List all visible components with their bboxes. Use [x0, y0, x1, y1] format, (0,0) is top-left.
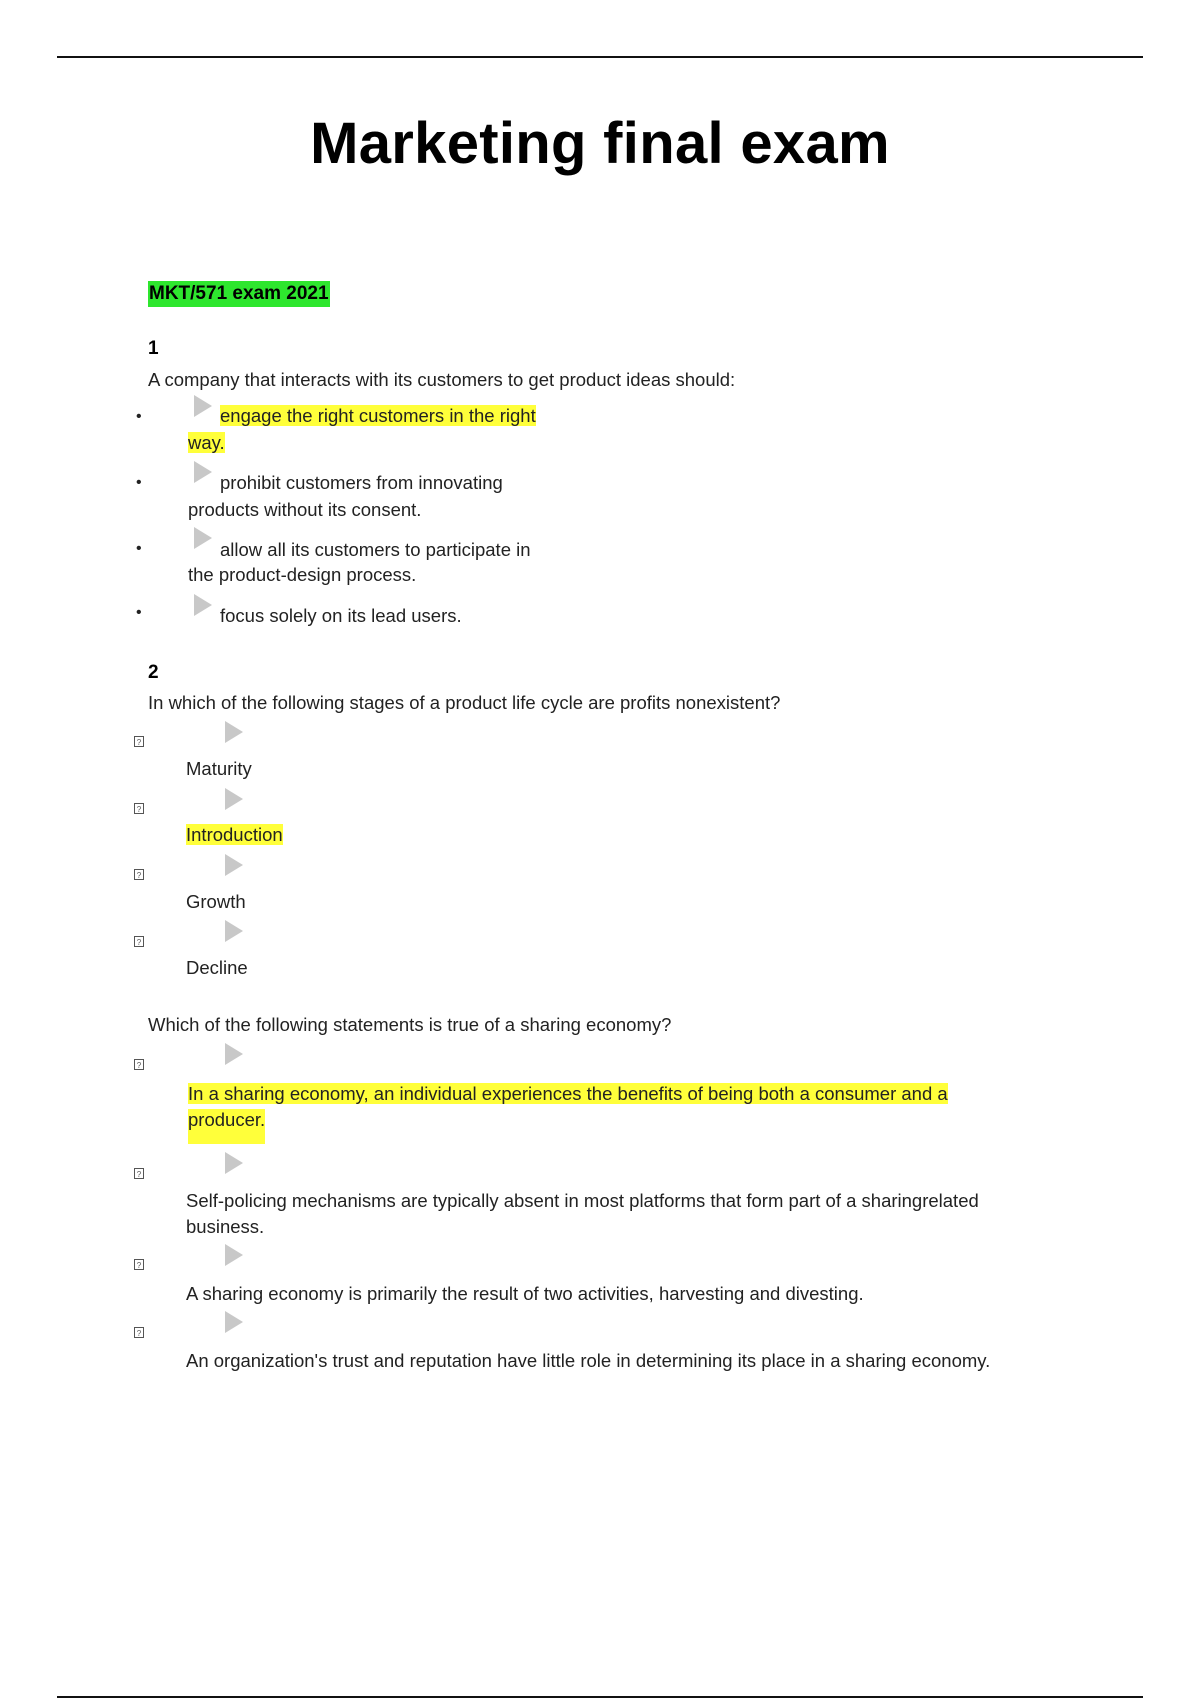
play-icon[interactable]: [194, 395, 212, 417]
play-icon[interactable]: [225, 920, 243, 942]
q3-option-3[interactable]: A sharing economy is primarily the result of two activities, harvesting and divesting.: [186, 1283, 864, 1304]
question-2-text: In which of the following stages of a product life cycle are profits nonexistent?: [148, 692, 781, 713]
play-icon[interactable]: [225, 1043, 243, 1065]
exam-subtitle: MKT/571 exam 2021: [148, 281, 330, 307]
bullet-marker: •: [136, 540, 142, 557]
q3-option-2-line2[interactable]: business.: [186, 1216, 265, 1237]
play-icon[interactable]: [225, 721, 243, 743]
play-icon[interactable]: [225, 1311, 243, 1333]
checkbox-marker: ?: [134, 736, 144, 747]
bottom-rule: [57, 1696, 1143, 1698]
bullet-marker: •: [136, 604, 142, 621]
question-1-text: A company that interacts with its customers to get product ideas should:: [148, 369, 736, 390]
play-icon[interactable]: [194, 594, 212, 616]
q2-option-decline[interactable]: Decline: [186, 957, 248, 978]
play-icon[interactable]: [194, 461, 212, 483]
document-title: Marketing final exam: [310, 111, 890, 176]
checkbox-marker: ?: [134, 1259, 144, 1270]
checkbox-marker: ?: [134, 1168, 144, 1179]
play-icon[interactable]: [194, 527, 212, 549]
checkbox-marker: ?: [134, 869, 144, 880]
checkbox-marker: ?: [134, 803, 144, 814]
play-icon[interactable]: [225, 788, 243, 810]
q2-option-growth[interactable]: Growth: [186, 891, 246, 912]
checkbox-marker: ?: [134, 1327, 144, 1338]
play-icon[interactable]: [225, 854, 243, 876]
play-icon[interactable]: [225, 1244, 243, 1266]
q2-option-maturity[interactable]: Maturity: [186, 758, 252, 779]
question-1-number: 1: [148, 338, 159, 359]
checkbox-marker: ?: [134, 936, 144, 947]
q2-option-introduction[interactable]: Introduction: [186, 824, 283, 845]
q3-option-2-line1[interactable]: Self-policing mechanisms are typically absent in most platforms that form part of a sharingrelated: [186, 1190, 979, 1211]
question-2-number: 2: [148, 662, 159, 683]
q3-option-1-line2[interactable]: producer.: [188, 1107, 265, 1133]
play-icon[interactable]: [225, 1152, 243, 1174]
q1-option-1-line2[interactable]: way.: [188, 432, 225, 453]
bullet-marker: •: [136, 474, 142, 491]
q1-option-4[interactable]: focus solely on its lead users.: [220, 605, 462, 626]
bullet-marker: •: [136, 408, 142, 425]
q1-option-1-line1[interactable]: engage the right customers in the right: [220, 405, 536, 426]
question-3-text: Which of the following statements is true of a sharing economy?: [148, 1014, 672, 1035]
q3-option-4[interactable]: An organization's trust and reputation have little role in determining its place in a sharing economy.: [186, 1350, 991, 1371]
top-rule: [57, 56, 1143, 58]
checkbox-marker: ?: [134, 1059, 144, 1070]
q1-option-2-line2[interactable]: products without its consent.: [188, 499, 422, 520]
q3-option-1-line1[interactable]: In a sharing economy, an individual experiences the benefits of being both a consumer and a: [188, 1083, 948, 1104]
q1-option-3-line2[interactable]: the product-design process.: [188, 564, 417, 585]
q1-option-2-line1[interactable]: prohibit customers from innovating: [220, 472, 503, 493]
q1-option-3-line1[interactable]: allow all its customers to participate in: [220, 539, 531, 560]
